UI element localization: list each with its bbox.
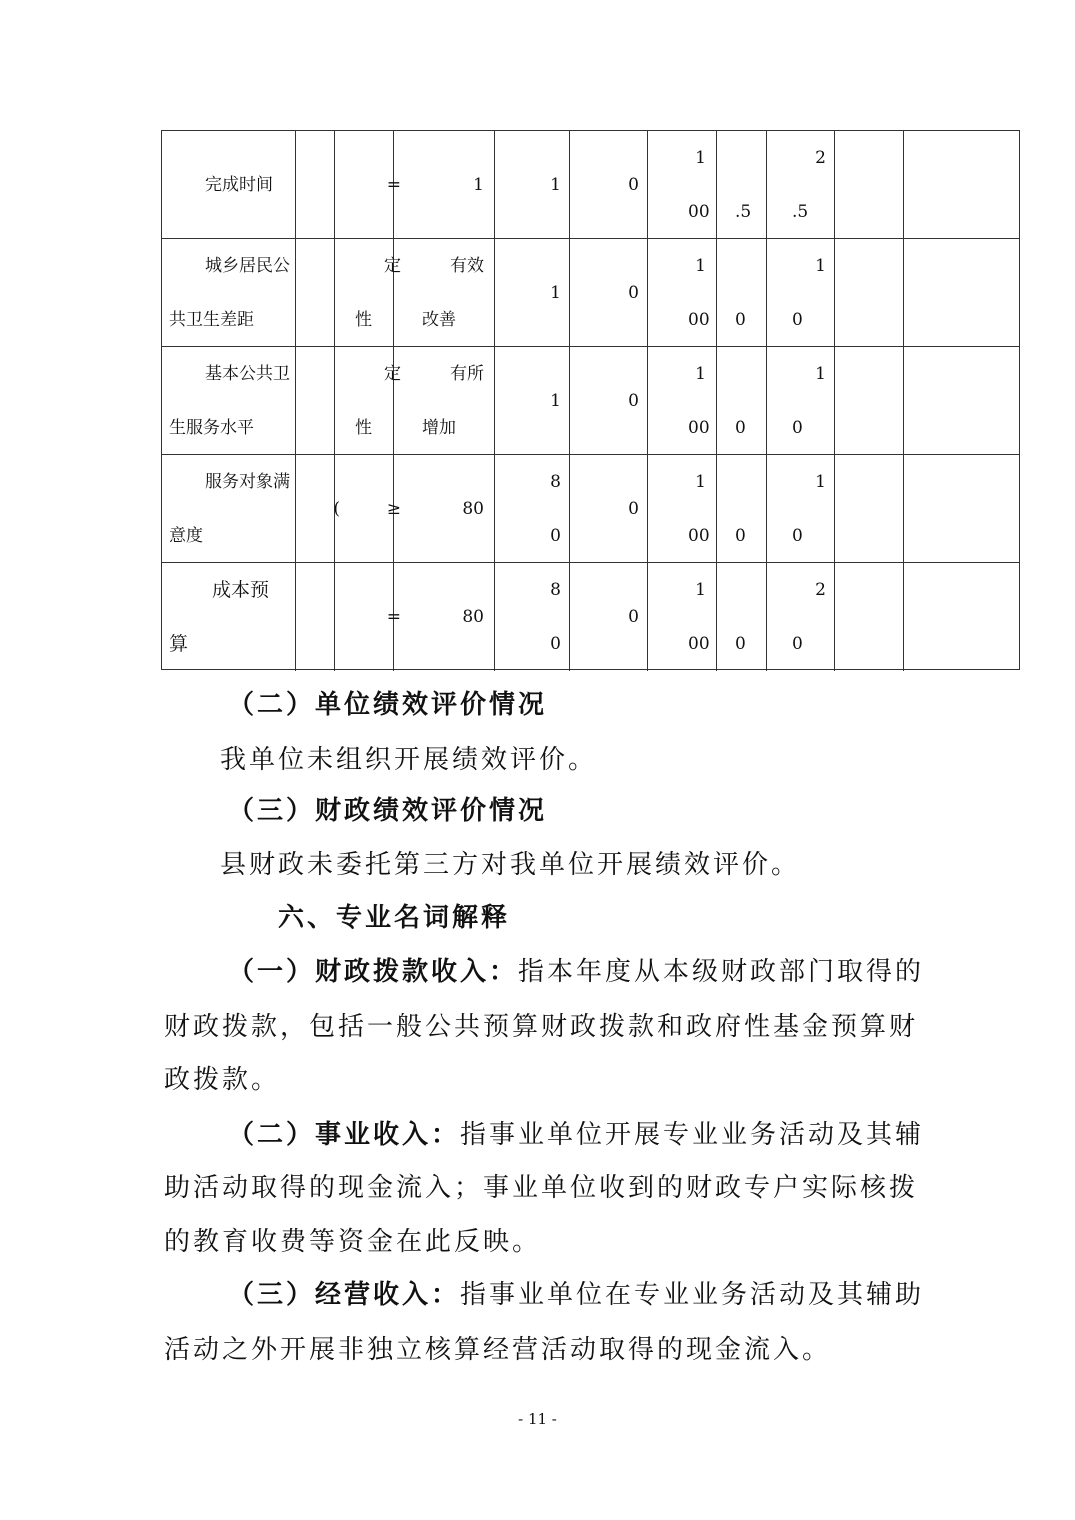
line-text: （三）财政绩效评价情况 <box>228 796 548 826</box>
table-cell <box>835 239 904 347</box>
cell-text: 性 <box>355 418 372 438</box>
table-cell <box>296 347 335 455</box>
line-text: （二）单位绩效评价情况 <box>228 690 548 720</box>
cell-text: 成本预 <box>212 579 270 601</box>
table-cell <box>570 347 648 455</box>
term-label: （三）经营收入： <box>228 1280 461 1310</box>
cell-text: 增加 <box>422 418 456 438</box>
cell-text: 0 <box>628 283 639 303</box>
table-cell <box>648 563 717 671</box>
table-cell <box>904 131 1020 239</box>
table-cell <box>296 239 335 347</box>
table-cell <box>335 455 401 563</box>
cell-text: = <box>386 607 401 627</box>
section-heading <box>228 796 547 826</box>
table-cell <box>717 347 767 455</box>
cell-text: 8 <box>550 472 561 492</box>
cell-text: 1 <box>815 472 826 492</box>
paragraph-line <box>228 1120 924 1150</box>
cell-text: ≥ <box>386 499 401 519</box>
paragraph-line <box>220 850 800 880</box>
cell-text: 算 <box>169 633 189 655</box>
table-cell <box>904 347 1020 455</box>
table-cell <box>717 455 767 563</box>
paragraph-line <box>164 1227 541 1257</box>
cell-text: 0 <box>735 526 746 546</box>
table-cell <box>495 563 570 671</box>
line-text: 我单位未组织开展绩效评价。 <box>220 745 598 775</box>
line-text: 指本年度从本级财政部门取得的 <box>518 957 925 987</box>
cell-text: 1 <box>815 364 826 384</box>
cell-text: 1 <box>695 256 706 276</box>
table-cell <box>717 563 767 671</box>
table-cell <box>767 455 835 563</box>
table-cell <box>495 347 570 455</box>
table-cell <box>162 131 296 239</box>
cell-text: 性 <box>355 310 372 330</box>
cell-text: 8 <box>550 580 561 600</box>
cell-text: 1 <box>550 391 561 411</box>
cell-text: 0 <box>628 391 639 411</box>
cell-text: 改善 <box>422 310 456 330</box>
paragraph-line <box>228 1280 924 1310</box>
table-cell <box>394 347 495 455</box>
table-cell <box>495 455 570 563</box>
line-text: 助活动取得的现金流入；事业单位收到的财政专户实际核拨 <box>164 1173 919 1203</box>
cell-text: 生服务水平 <box>169 418 254 438</box>
cell-text: 0 <box>792 634 803 654</box>
cell-text: 定 <box>384 364 401 384</box>
table-cell <box>648 347 717 455</box>
cell-text: 1 <box>550 175 561 195</box>
cell-text: 80 <box>462 607 484 627</box>
table-cell <box>835 131 904 239</box>
table-cell <box>162 347 296 455</box>
cell-text: 1 <box>815 256 826 276</box>
line-text: 指事业单位开展专业业务活动及其辅 <box>460 1120 925 1150</box>
table-cell <box>648 239 717 347</box>
performance-table <box>161 130 1020 670</box>
term-label: （一）财政拨款收入： <box>228 957 519 987</box>
table-cell <box>835 455 904 563</box>
table-cell <box>296 455 340 563</box>
cell-text: 1 <box>695 364 706 384</box>
table-cell <box>394 455 495 563</box>
table-cell <box>162 239 296 347</box>
cell-text: 服务对象满 <box>205 472 290 492</box>
cell-text: 0 <box>628 175 639 195</box>
cell-text: 基本公共卫 <box>205 364 290 384</box>
table-cell <box>767 239 835 347</box>
line-text: 六、专业名词解释 <box>278 903 511 933</box>
table-cell <box>767 563 835 671</box>
table-cell <box>904 239 1020 347</box>
table-cell <box>335 239 401 347</box>
table-cell <box>296 131 335 239</box>
table-cell <box>394 239 495 347</box>
cell-text: = <box>386 175 401 195</box>
page-number: - 11 - <box>518 1410 557 1428</box>
table-cell <box>296 563 335 671</box>
table-cell <box>904 563 1020 671</box>
table-cell <box>767 131 835 239</box>
table-cell <box>162 563 296 671</box>
paragraph-line <box>164 1012 918 1042</box>
table-cell <box>648 131 717 239</box>
table-cell <box>904 455 1020 563</box>
cell-text: 有所 <box>450 364 484 384</box>
cell-text: 0 <box>735 418 746 438</box>
table-cell <box>495 131 570 239</box>
table-cell <box>570 239 648 347</box>
line-text: 政拨款。 <box>164 1065 281 1095</box>
table-cell <box>162 455 296 563</box>
table-cell <box>835 347 904 455</box>
cell-text: 共卫生差距 <box>169 310 254 330</box>
table-cell <box>495 239 570 347</box>
cell-text: 0 <box>792 310 803 330</box>
section-heading <box>228 690 547 720</box>
table-cell <box>335 131 401 239</box>
table-cell <box>717 239 767 347</box>
table-cell <box>570 563 648 671</box>
cell-text: 意度 <box>169 526 203 546</box>
cell-text: 1 <box>695 472 706 492</box>
cell-text: 00 <box>688 634 710 654</box>
table-cell <box>335 563 401 671</box>
cell-text: 0 <box>792 418 803 438</box>
cell-text: ( <box>333 499 340 519</box>
table-cell <box>835 563 904 671</box>
cell-text: 0 <box>792 526 803 546</box>
paragraph-line <box>164 1335 831 1365</box>
cell-text: 1 <box>695 148 706 168</box>
cell-text: .5 <box>735 202 752 222</box>
line-text: 财政拨款，包括一般公共预算财政拨款和政府性基金预算财 <box>164 1012 919 1042</box>
line-text: 的教育收费等资金在此反映。 <box>164 1227 542 1257</box>
paragraph-line <box>220 745 597 775</box>
cell-text: 定 <box>384 256 401 276</box>
section-heading <box>278 903 510 933</box>
line-text: 活动之外开展非独立核算经营活动取得的现金流入。 <box>164 1335 832 1365</box>
cell-text: 0 <box>628 607 639 627</box>
paragraph-line <box>164 1173 918 1203</box>
table-cell <box>335 347 401 455</box>
table-cell <box>648 455 717 563</box>
table-cell <box>767 347 835 455</box>
table-cell <box>570 455 648 563</box>
cell-text: 城乡居民公 <box>205 256 290 276</box>
cell-text: 完成时间 <box>205 175 273 195</box>
cell-text: 0 <box>735 310 746 330</box>
cell-text: 00 <box>688 526 710 546</box>
line-text: 指事业单位在专业业务活动及其辅助 <box>460 1280 925 1310</box>
table-cell <box>394 563 495 671</box>
cell-text: 1 <box>550 283 561 303</box>
table-cell <box>717 131 767 239</box>
cell-text: 80 <box>462 499 484 519</box>
cell-text: 2 <box>815 580 826 600</box>
cell-text: 0 <box>550 526 561 546</box>
cell-text: 0 <box>735 634 746 654</box>
cell-text: 1 <box>695 580 706 600</box>
cell-text: 有效 <box>450 256 484 276</box>
table-cell <box>570 131 648 239</box>
cell-text: .5 <box>792 202 809 222</box>
cell-text: 2 <box>815 148 826 168</box>
line-text: 县财政未委托第三方对我单位开展绩效评价。 <box>220 850 801 880</box>
cell-text: 0 <box>550 634 561 654</box>
paragraph-line <box>164 1065 280 1095</box>
term-label: （二）事业收入： <box>228 1120 461 1150</box>
table-cell <box>394 131 495 239</box>
paragraph-line <box>228 957 924 987</box>
cell-text: 00 <box>688 202 710 222</box>
cell-text: 00 <box>688 418 710 438</box>
cell-text: 0 <box>628 499 639 519</box>
cell-text: 00 <box>688 310 710 330</box>
cell-text: 1 <box>473 175 484 195</box>
